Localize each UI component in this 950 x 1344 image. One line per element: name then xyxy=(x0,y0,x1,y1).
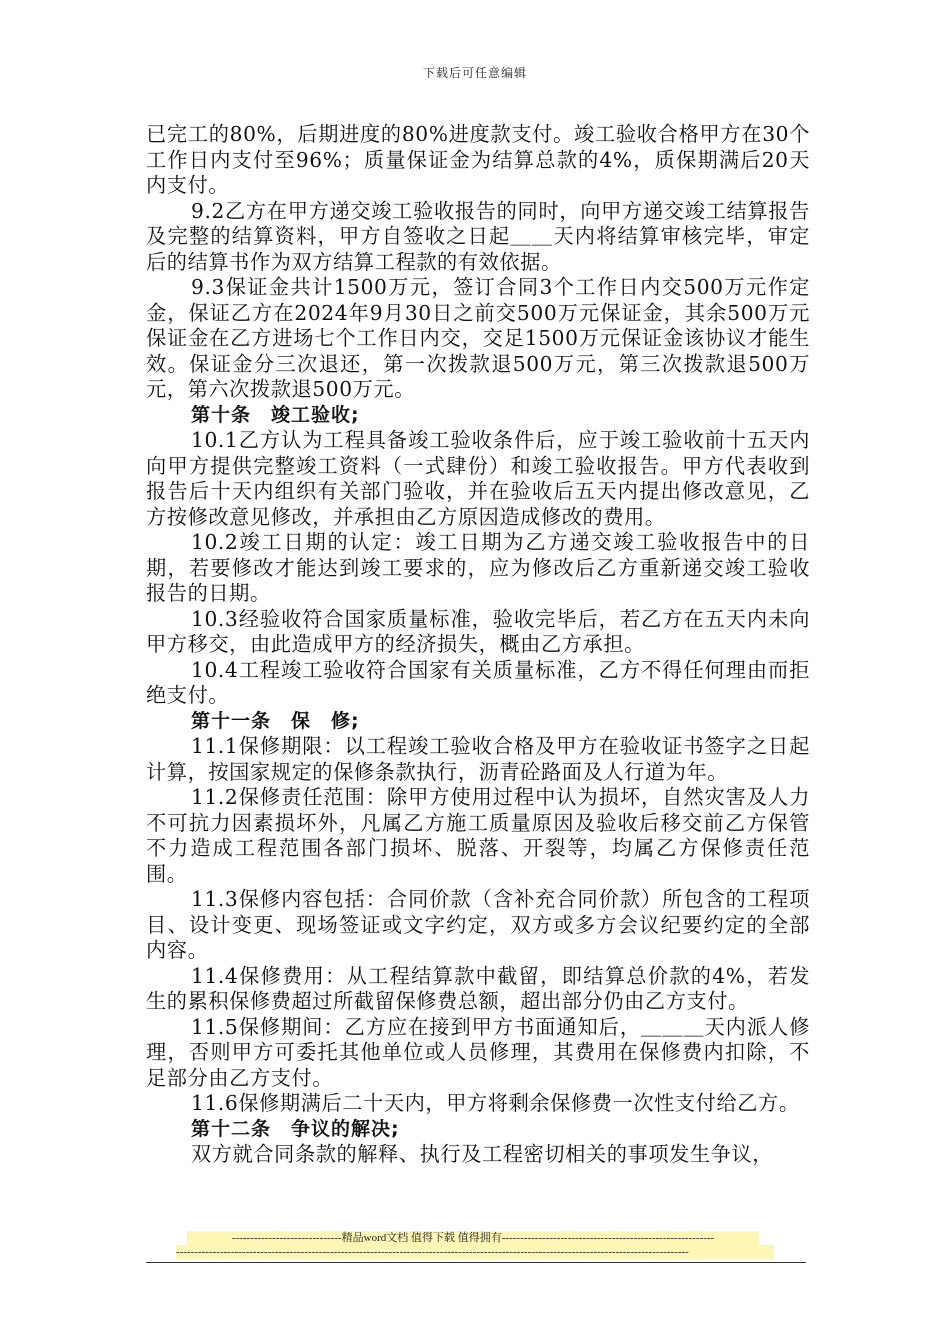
page-header: 下载后可任意编辑 xyxy=(422,66,527,80)
paragraph: 11.2保修责任范围：除甲方使用过程中认为损坏，自然灾害及人力不可抗力因素损坏外，凡属乙方施工质量原因及验收后移交前乙方保管不力造成工程范围各部门损坏、脱落、开裂等，均属乙方保修责任范围。 xyxy=(146,785,810,886)
paragraph: 11.3保修内容包括：合同价款（含补充合同价款）所包含的工程项目、设计变更、现场签证或文字约定，双方或多方会议纪要约定的全部内容。 xyxy=(146,887,810,962)
paragraph: 已完工的80%，后期进度的80%进度款支付。竣工验收合格甲方在30个工作日内支付至96%；质量保证金为结算总款的4%，质保期满后20天内支付。 xyxy=(146,122,810,197)
paragraph: 9.2乙方在甲方递交竣工验收报告的同时，向甲方递交竣工结算报告及完整的结算资料，甲方自签收之日起＿＿天内将结算审核完毕，审定后的结算书作为双方结算工程款的有效依据。 xyxy=(146,198,810,274)
paragraph: 11.4保修费用：从工程结算款中截留，即结算总价款的4%，若发生的累积保修费超过所截留保修费总额，超出部分仍由乙方支付。 xyxy=(146,963,810,1013)
section-heading: 第十条 竣工验收; xyxy=(191,403,360,426)
section-heading: 第十二条 争议的解决; xyxy=(191,1117,400,1140)
footer-rule xyxy=(146,1262,806,1263)
paragraph: 11.1保修期限：以工程竣工验收合格及甲方在验收证书签字之日起计算，按国家规定的保修条款执行，沥青砼路面及人行道为年。 xyxy=(146,734,810,784)
paragraph: 11.6保修期满后二十天内，甲方将剩余保修费一次性支付给乙方。 xyxy=(191,1091,800,1115)
footer-banner: ------------------------------精品word文档 值得下载 值得拥有---------------------------------------------------------- xyxy=(187,1231,759,1245)
paragraph: 9.3保证金共计1500万元，签订合同3个工作日内交500万元作定金，保证乙方在2024年9月30日之前交500万元保证金，其余500万元保证金在乙方进场七个工作日内交，交足1500万元保证金该协议才能生效。保证金分三次退还，第一次拨款退500万元，第三次拨款退500万元，第六次拨款退500万元。 xyxy=(146,275,810,401)
section-heading: 第十一条 保 修; xyxy=(191,709,360,732)
footer-dash-line: -------------------------------------------------------------------------------------------------------------------------------------------- xyxy=(176,1245,774,1259)
paragraph: 双方就合同条款的解释、执行及工程密切相关的事项发生争议， xyxy=(191,1142,774,1166)
paragraph: 10.2竣工日期的认定：竣工日期为乙方递交竣工验收报告中的日期，若要修改才能达到竣工要求的，应为修改后乙方重新递交竣工验收报告的日期。 xyxy=(146,530,810,605)
paragraph: 10.1乙方认为工程具备竣工验收条件后，应于竣工验收前十五天内向甲方提供完整竣工资料（一式肆份）和竣工验收报告。甲方代表收到报告后十天内组织有关部门验收，并在验收后五天内提出修改意见，乙方按修改意见修改，并承担由乙方原因造成修改的费用。 xyxy=(146,428,810,529)
document-body xyxy=(146,122,810,1168)
paragraph: 11.5保修期间：乙方应在接到甲方书面通知后，＿＿＿天内派人修理，否则甲方可委托其他单位或人员修理，其费用在保修费内扣除，不足部分由乙方支付。 xyxy=(146,1014,810,1090)
paragraph: 10.4工程竣工验收符合国家有关质量标准，乙方不得任何理由而拒绝支付。 xyxy=(146,657,810,707)
paragraph: 10.3经验收符合国家质量标准，验收完毕后，若乙方在五天内未向甲方移交，由此造成甲方的经济损失，概由乙方承担。 xyxy=(146,606,810,656)
